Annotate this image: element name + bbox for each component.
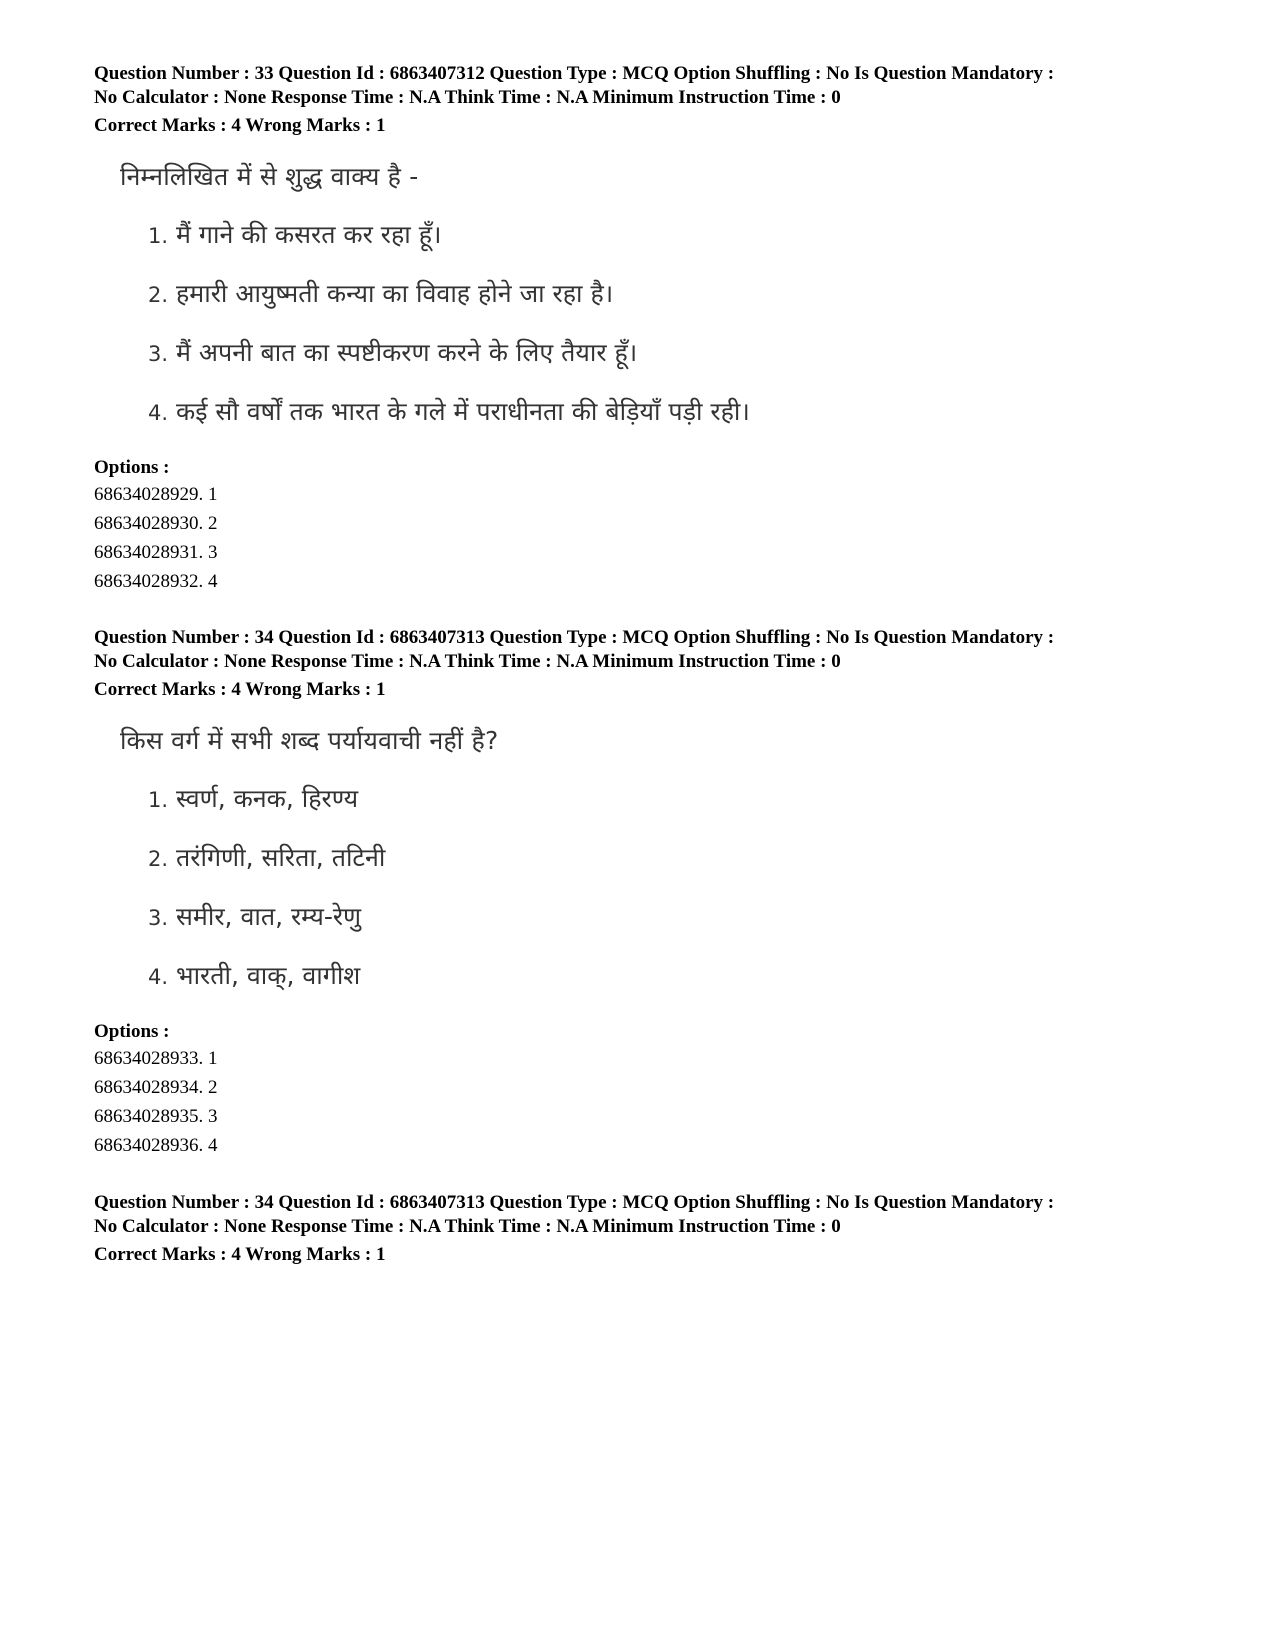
question-item-text: मैं गाने की कसरत कर रहा हूँ। — [176, 220, 442, 249]
question-prompt: निम्नलिखित में से शुद्ध वाक्य है - — [120, 162, 419, 191]
question-meta-line-1: Question Number : 33 Question Id : 6863407312 Question Type : MCQ Option Shuffling : No Is Question Mandatory : — [94, 63, 1055, 84]
question-meta-line-1: Question Number : 34 Question Id : 6863407313 Question Type : MCQ Option Shuffling : No Is Question Mandatory : — [94, 1192, 1055, 1213]
question-item-number: 3. — [148, 342, 169, 366]
question-item-number: 4. — [148, 965, 169, 989]
question-block-34 — [94, 626, 1204, 1160]
options-label: Options : — [94, 1021, 170, 1042]
question-block-33 — [94, 62, 1204, 596]
question-item-text: भारती, वाक्, वागीश — [176, 961, 361, 990]
question-item — [148, 900, 1204, 935]
question-item — [148, 277, 1204, 312]
question-item-number: 2. — [148, 847, 169, 871]
question-item-text: समीर, वात, रम्य-रेणु — [176, 902, 362, 931]
question-item-text: तरंगिणी, सरिता, तटिनी — [176, 843, 386, 872]
question-item-number: 3. — [148, 906, 169, 930]
question-meta-line-1: Question Number : 34 Question Id : 6863407313 Question Type : MCQ Option Shuffling : No Is Question Mandatory : — [94, 627, 1055, 648]
question-marks: Correct Marks : 4 Wrong Marks : 1 — [94, 679, 386, 700]
question-image — [120, 724, 1204, 994]
question-image — [120, 160, 1204, 430]
option-item: 68634028936. 4 — [94, 1135, 218, 1156]
option-item: 68634028930. 2 — [94, 513, 218, 534]
option-item: 68634028934. 2 — [94, 1077, 218, 1098]
question-prompt: किस वर्ग में सभी शब्द पर्यायवाची नहीं है? — [120, 726, 499, 755]
question-item-number: 1. — [148, 224, 169, 248]
question-item-text: कई सौ वर्षों तक भारत के गले में पराधीनता की बेड़ियाँ पड़ी रही। — [176, 397, 750, 426]
option-item: 68634028932. 4 — [94, 571, 218, 592]
question-item — [148, 395, 1204, 430]
question-marks: Correct Marks : 4 Wrong Marks : 1 — [94, 1244, 386, 1265]
question-item — [148, 336, 1204, 371]
question-item-text: स्वर्ण, कनक, हिरण्य — [176, 784, 359, 813]
option-item: 68634028935. 3 — [94, 1106, 218, 1127]
question-item-number: 4. — [148, 401, 169, 425]
question-item-text: मैं अपनी बात का स्पष्टीकरण करने के लिए तैयार हूँ। — [176, 338, 638, 367]
question-item — [148, 841, 1204, 876]
options-label: Options : — [94, 457, 170, 478]
question-item-number: 2. — [148, 283, 169, 307]
question-meta-line-2: No Calculator : None Response Time : N.A Think Time : N.A Minimum Instruction Time : 0 — [94, 651, 841, 672]
question-meta-line-2: No Calculator : None Response Time : N.A Think Time : N.A Minimum Instruction Time : 0 — [94, 87, 841, 108]
question-item — [148, 959, 1204, 994]
question-meta-line-2: No Calculator : None Response Time : N.A Think Time : N.A Minimum Instruction Time : 0 — [94, 1216, 841, 1237]
question-block-header-trailing — [94, 1191, 1204, 1267]
question-item-text: हमारी आयुष्मती कन्या का विवाह होने जा रहा है। — [176, 279, 614, 308]
question-item — [148, 782, 1204, 817]
question-item — [148, 218, 1204, 253]
option-item: 68634028929. 1 — [94, 484, 218, 505]
question-marks: Correct Marks : 4 Wrong Marks : 1 — [94, 115, 386, 136]
option-item: 68634028933. 1 — [94, 1048, 218, 1069]
question-item-number: 1. — [148, 788, 169, 812]
option-item: 68634028931. 3 — [94, 542, 218, 563]
